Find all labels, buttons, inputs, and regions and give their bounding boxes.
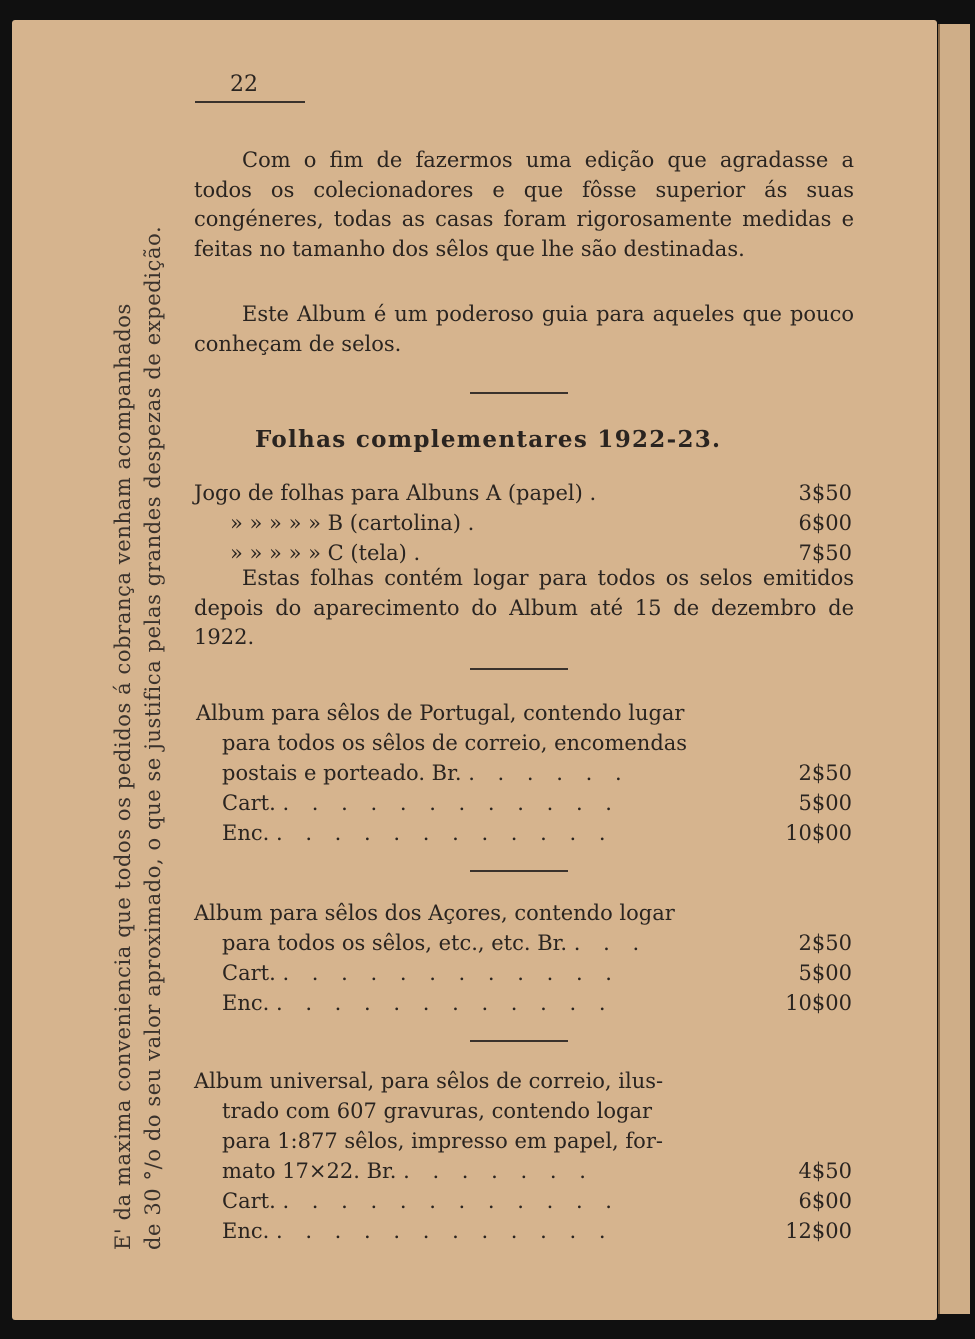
row-price: 2$50	[798, 761, 852, 785]
row-label: Enc.	[222, 1219, 270, 1243]
intro-text-2: Este Album é um poderoso guia para aqueles que pouco conheçam de selos.	[194, 302, 854, 356]
section-divider	[470, 668, 568, 670]
price-row	[222, 1156, 852, 1186]
album-universal-title-line: Album universal, para sêlos de correio, ilus-	[194, 1069, 664, 1093]
price-row	[222, 788, 852, 818]
row-price: 6$00	[798, 511, 852, 535]
row-price: 10$00	[785, 821, 852, 845]
intro-text-1: Com o fim de fazermos uma edição que agradasse a todos os colecionadores e que fôsse superior ás suas congéneres, todas as casas foram rigorosamente medidas e feitas no tamanho dos sêlos que lhe são destinadas.	[194, 148, 854, 261]
row-label: Enc.	[222, 991, 270, 1015]
price-row	[194, 508, 852, 538]
page-number-rule	[195, 101, 305, 103]
album-universal-title-line: para 1:877 sêlos, impresso em papel, for-	[222, 1129, 663, 1153]
dot-leader: . . . . . . . . . . . .	[282, 1189, 620, 1213]
section-heading: Folhas complementares 1922-23.	[255, 426, 722, 453]
price-row	[222, 1216, 852, 1246]
row-price: 2$50	[798, 931, 852, 955]
album-acores-title-line: Album para sêlos dos Açores, contendo logar	[194, 901, 675, 925]
complementares-note	[194, 564, 854, 653]
vertical-side-note	[108, 150, 168, 1250]
dot-leader: . . . . . . .	[403, 1159, 594, 1183]
intro-paragraph-2	[194, 300, 854, 359]
album-universal-title-line: trado com 607 gravuras, contendo logar	[222, 1099, 653, 1123]
price-row	[222, 958, 852, 988]
row-price: 12$00	[785, 1219, 852, 1243]
intro-paragraph-1	[194, 146, 854, 264]
dot-leader: . . . . . . . . . . . .	[282, 791, 620, 815]
dot-leader: . . . . . .	[468, 761, 630, 785]
price-row	[194, 478, 852, 508]
album-portugal-title-line: Album para sêlos de Portugal, contendo lugar	[196, 701, 685, 725]
row-price: 6$00	[798, 1189, 852, 1213]
price-row	[222, 928, 852, 958]
note-text: Estas folhas contém logar para todos os selos emitidos depois do aparecimento do Album até 15 de dezembro de 1922.	[194, 566, 854, 649]
side-note-line-1: E' da maxima conveniencia que todos os pedidos á cobrança venham acompanhados	[111, 303, 135, 1250]
row-label: Cart.	[222, 791, 276, 815]
row-description: Jogo de folhas para Albuns A (papel) .	[194, 481, 597, 505]
section-divider	[470, 392, 568, 394]
side-note-line-2: de 30 °/o do seu valor aproximado, o que se justifica pelas grandes despezas de expedição.	[141, 225, 165, 1250]
price-row	[222, 758, 852, 788]
album-portugal-title-line: para todos os sêlos de correio, encomendas	[222, 731, 688, 755]
row-label: mato 17×22. Br.	[222, 1159, 397, 1183]
section-divider	[470, 1040, 568, 1042]
page-number: 22	[230, 72, 258, 97]
adjacent-page-edge	[938, 24, 970, 1314]
price-row	[222, 988, 852, 1018]
dot-leader: . . . . . . . . . . . .	[275, 821, 614, 845]
row-price: 5$00	[798, 961, 852, 985]
row-price: 5$00	[798, 791, 852, 815]
row-label: Enc.	[222, 821, 270, 845]
row-price: 3$50	[798, 481, 852, 505]
section-divider	[470, 870, 568, 872]
row-description: » » » » » B (cartolina) .	[230, 511, 475, 535]
row-description: » » » » » C (tela) .	[230, 541, 421, 565]
row-label: postais e porteado. Br.	[222, 761, 462, 785]
price-row	[222, 818, 852, 848]
row-label: Cart.	[222, 961, 276, 985]
dot-leader: . . .	[573, 931, 648, 955]
row-label: Cart.	[222, 1189, 276, 1213]
row-price: 4$50	[798, 1159, 852, 1183]
price-row	[222, 1186, 852, 1216]
dot-leader: . . . . . . . . . . . .	[275, 1219, 614, 1243]
row-label: para todos os sêlos, etc., etc. Br.	[222, 931, 568, 955]
row-price: 7$50	[798, 541, 852, 565]
row-price: 10$00	[785, 991, 852, 1015]
dot-leader: . . . . . . . . . . . .	[282, 961, 620, 985]
dot-leader: . . . . . . . . . . . .	[275, 991, 614, 1015]
